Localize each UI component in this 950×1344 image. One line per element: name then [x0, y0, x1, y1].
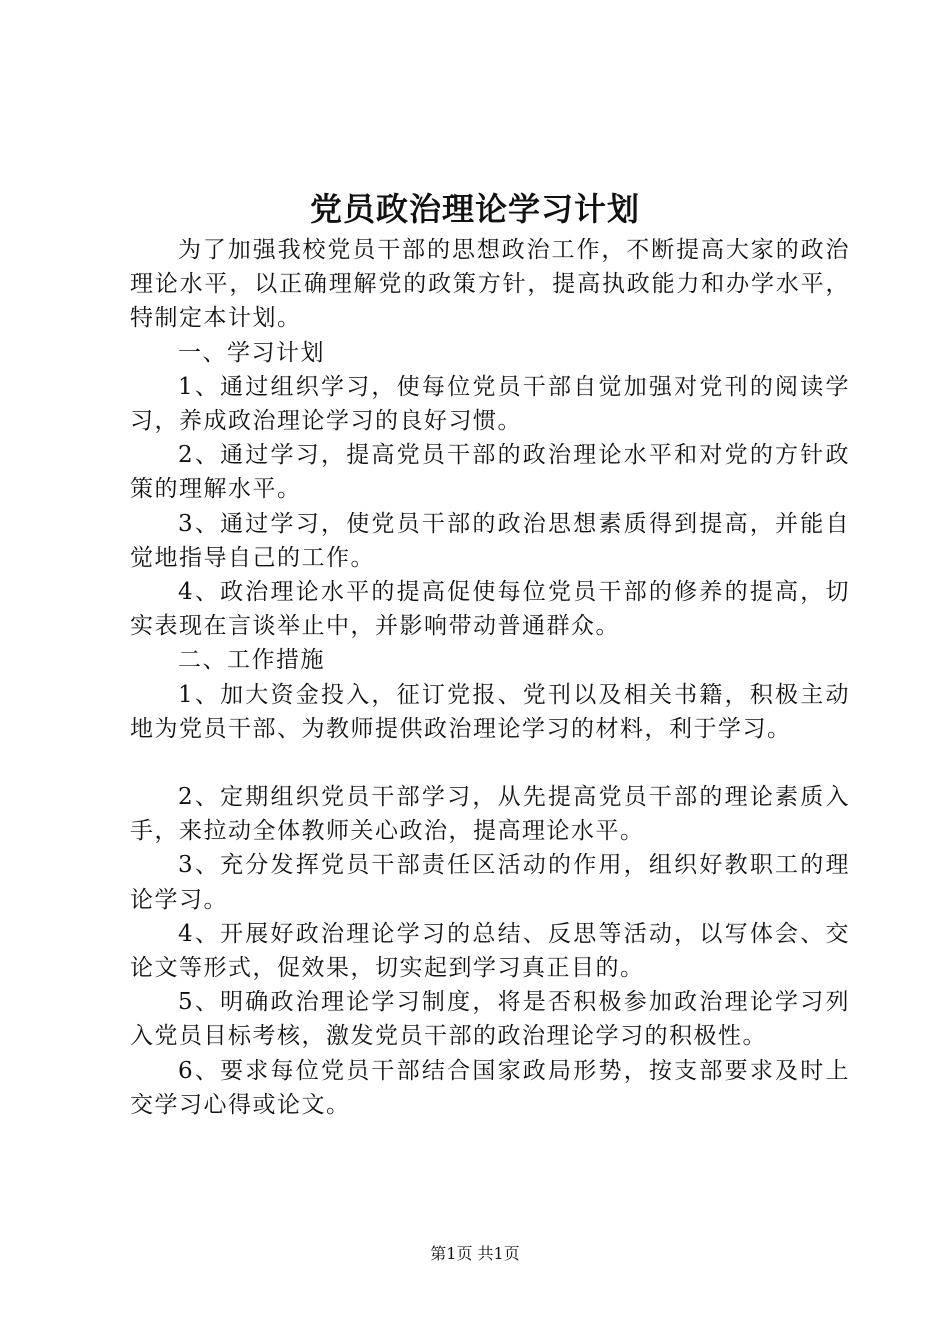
work-measure-item-1: 1、加大资金投入，征订党报、党刊以及相关书籍，积极主动地为党员干部、为教师提供政治理论学习的材料，利于学习。	[130, 681, 850, 742]
study-plan-item-3: 3、通过学习，使党员干部的政治思想素质得到提高，并能自觉地指导自己的工作。	[130, 510, 850, 571]
work-measure-item-5: 5、明确政治理论学习制度，将是否积极参加政治理论学习列入党员目标考核，激发党员干部的政治理论学习的积极性。	[130, 989, 850, 1050]
work-measure-item-3: 3、充分发挥党员干部责任区活动的作用，组织好教职工的理论学习。	[130, 852, 850, 913]
work-measure-item-6: 6、要求每位党员干部结合国家政局形势，按支部要求及时上交学习心得或论文。	[130, 1057, 850, 1118]
study-plan-item-2: 2、通过学习，提高党员干部的政治理论水平和对党的方针政策的理解水平。	[130, 442, 850, 503]
work-measure-item-2: 2、定期组织党员干部学习，从先提高党员干部的理论素质入手，来拉动全体教师关心政治，提高理论水平。	[130, 784, 850, 845]
study-plan-item-1: 1、通过组织学习，使每位党员干部自觉加强对党刊的阅读学习，养成政治理论学习的良好习惯。	[130, 373, 850, 435]
blank-line	[130, 746, 850, 780]
page-number-footer: 第1页 共1页	[430, 1244, 520, 1263]
study-plan-item-4: 4、政治理论水平的提高促使每位党员干部的修养的提高，切实表现在言谈举止中，并影响带动普通群众。	[130, 579, 850, 640]
work-measure-item-4: 4、开展好政治理论学习的总结、反思等活动，以写体会、交论文等形式，促效果，切实起到学习真正目的。	[130, 920, 850, 982]
intro-paragraph: 为了加强我校党员干部的思想政治工作，不断提高大家的政治理论水平，以正确理解党的政策方针，提高执政能力和办学水平，特制定本计划。	[130, 237, 850, 332]
section-heading-work-measures: 二、工作措施	[178, 647, 325, 674]
document-title: 党员政治理论学习计划	[309, 190, 640, 228]
document-body	[130, 233, 850, 1122]
section-heading-study-plan: 一、学习计划	[178, 339, 325, 366]
